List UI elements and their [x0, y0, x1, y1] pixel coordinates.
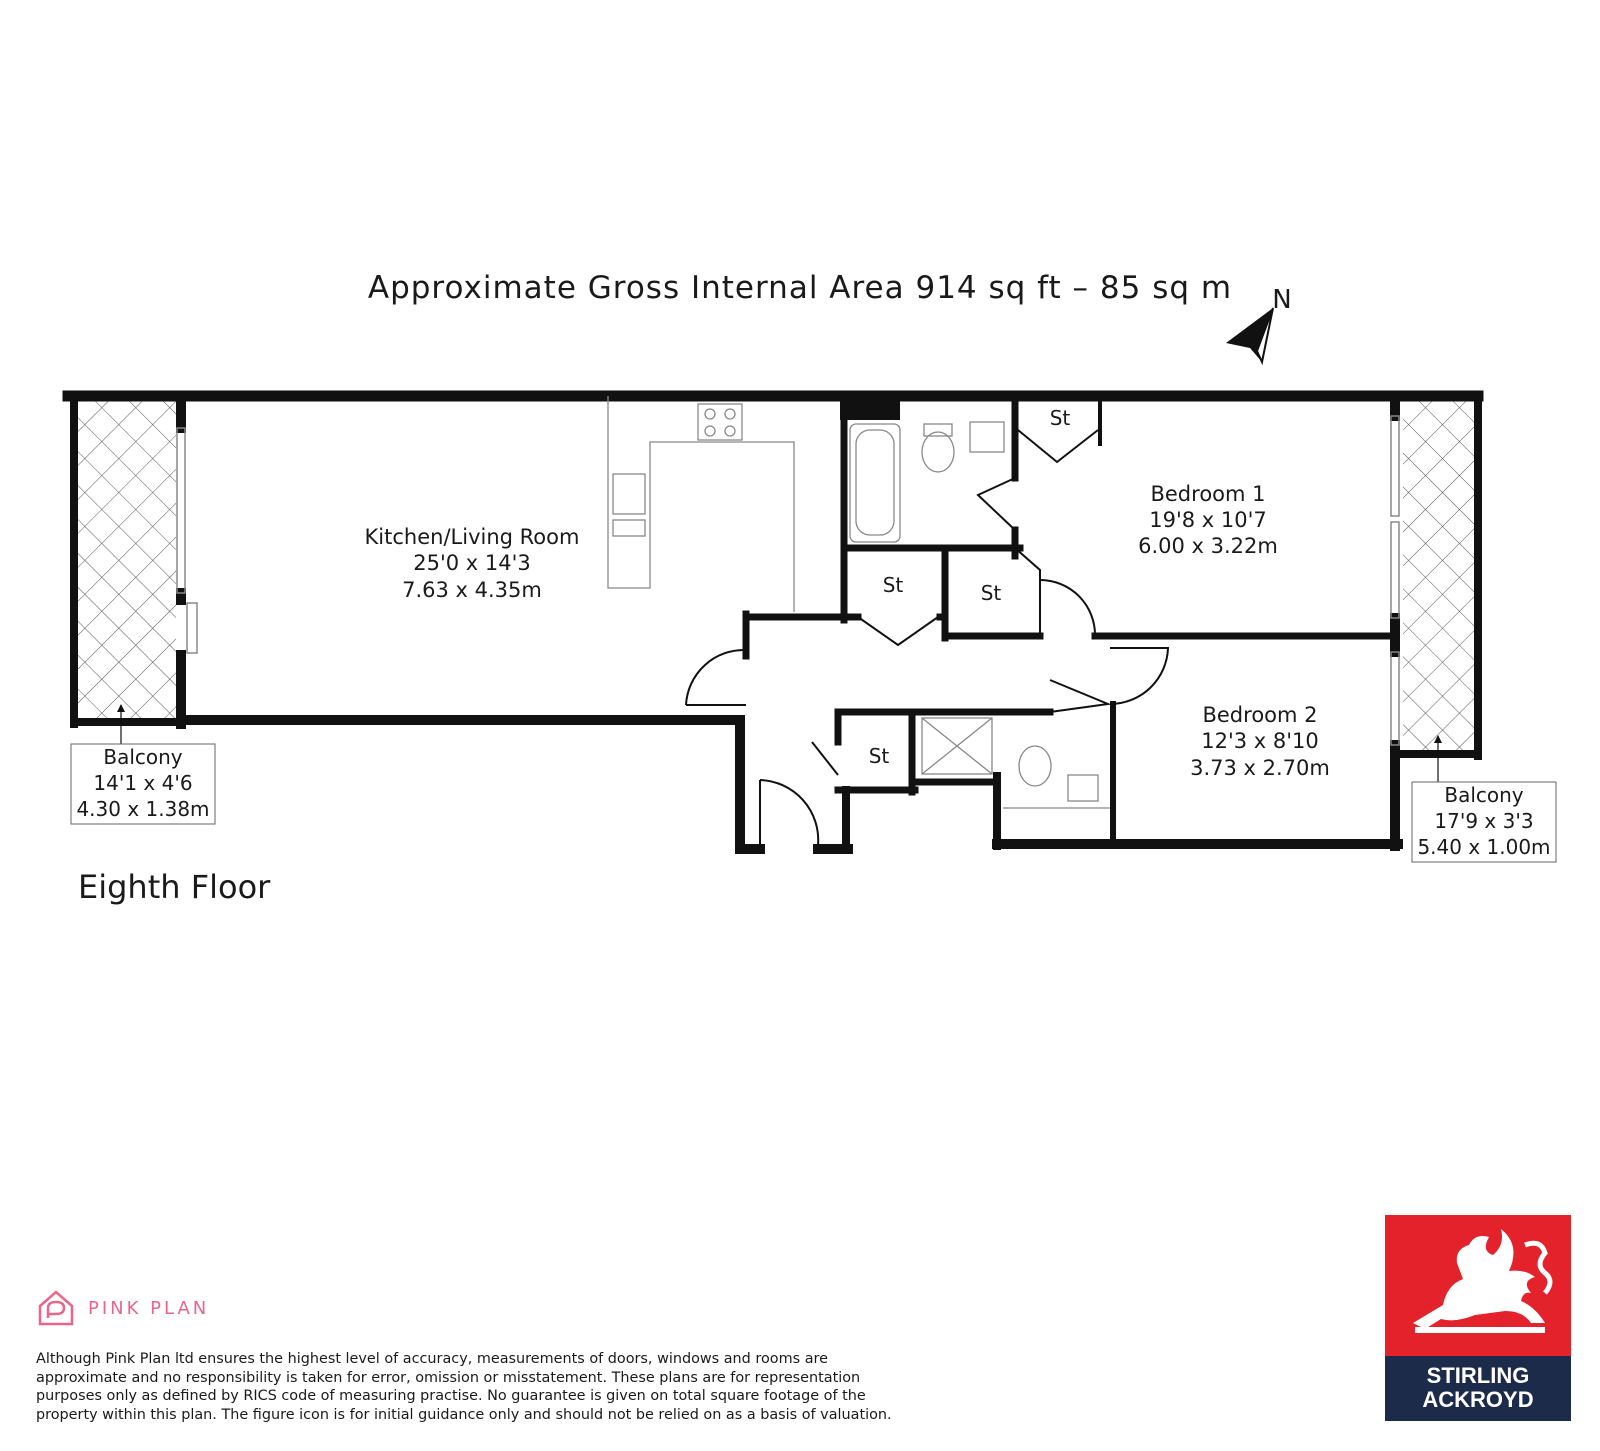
balcony-left-area: [74, 396, 176, 724]
bedroom2-name: Bedroom 2: [1202, 703, 1318, 727]
bedroom2-metric: 3.73 x 2.70m: [1190, 756, 1330, 780]
agent-line1: STIRLING: [1426, 1363, 1530, 1388]
balcony-left-name: Balcony: [103, 745, 183, 769]
room-kitchen-label: [365, 525, 580, 602]
griffin-emblem: [1385, 1215, 1571, 1356]
area-title: Approximate Gross Internal Area 914 sq ft – 85 sq m: [367, 270, 1233, 306]
bedroom2-imperial: 12'3 x 8'10: [1201, 729, 1319, 753]
kitchen-name: Kitchen/Living Room: [364, 525, 580, 549]
agent-name: [1385, 1356, 1571, 1421]
north-compass-icon: [1226, 285, 1292, 362]
griffin-icon: [1385, 1215, 1571, 1356]
windows: [177, 416, 1399, 745]
compass-n-label: N: [1272, 285, 1292, 315]
stirling-ackroyd-logo: [1385, 1215, 1571, 1421]
disclaimer: Although Pink Plan ltd ensures the highest level of accuracy, measurements of doors, windows and rooms are approximate and no responsibility is taken for error, omission or misstatement. These plans are for representation purposes only as defined by RICS code of measuring practise. No guarantee is given on total square footage of the property within this plan. The figure icon is for initial guidance only and should not be relied on as a basis of valuation.: [36, 1351, 892, 1423]
balcony-right-metric: 5.40 x 1.00m: [1417, 835, 1551, 859]
room-bedroom2-label: [1190, 703, 1330, 780]
balcony-right-area: [1403, 396, 1477, 754]
balcony-left-metric: 4.30 x 1.38m: [76, 797, 210, 821]
balcony-right-imperial: 17'9 x 3'3: [1434, 809, 1534, 833]
pink-plan-text: PINK PLAN: [88, 1297, 210, 1319]
agent-line2: ACKROYD: [1422, 1387, 1534, 1412]
kitchen-units: [608, 396, 794, 612]
bedroom1-name: Bedroom 1: [1150, 482, 1266, 506]
store-label-bedroom: St: [980, 581, 1002, 605]
house-logo-icon: [36, 1288, 76, 1328]
pink-plan-logo: [36, 1288, 209, 1328]
balcony-right-name: Balcony: [1444, 783, 1524, 807]
store-label-hall: St: [882, 573, 904, 597]
bedroom1-metric: 6.00 x 3.22m: [1138, 534, 1278, 558]
kitchen-imperial: 25'0 x 14'3: [413, 551, 531, 575]
room-bedroom1-label: [1138, 482, 1278, 558]
store-label-lower: St: [868, 744, 890, 768]
balcony-left-imperial: 14'1 x 4'6: [93, 771, 193, 795]
floor-label: Eighth Floor: [78, 868, 271, 906]
bedroom1-imperial: 19'8 x 10'7: [1149, 508, 1267, 532]
kitchen-metric: 7.63 x 4.35m: [402, 578, 542, 602]
store-label-top: St: [1049, 406, 1071, 430]
